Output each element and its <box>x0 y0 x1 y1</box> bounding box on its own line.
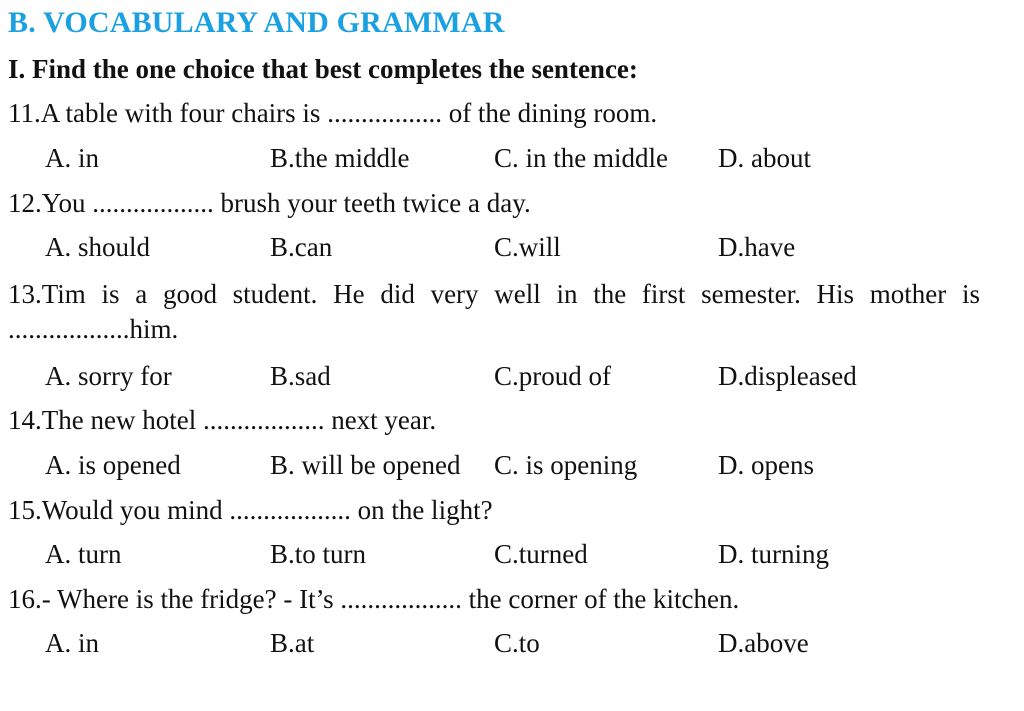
q12-option-b[interactable]: B.can <box>270 232 333 262</box>
q12-option-d[interactable]: D.have <box>718 232 796 262</box>
question-15: 15.Would you mind .................. on the light? <box>8 495 493 525</box>
q16-option-b[interactable]: B.at <box>270 628 315 658</box>
q13-option-d[interactable]: D.displeased <box>718 361 857 391</box>
q16-option-d[interactable]: D.above <box>718 628 809 658</box>
question-16: 16.- Where is the fridge? - It’s .................. the corner of the kitchen. <box>8 584 740 614</box>
question-13-line-1: 13.Tim is a good student. He did very well in the first semester. His mother is <box>8 279 980 309</box>
q13-option-c[interactable]: C.proud of <box>494 361 611 391</box>
q15-option-c[interactable]: C.turned <box>494 539 588 569</box>
q11-option-a[interactable]: A. in <box>45 143 99 173</box>
q14-option-d[interactable]: D. opens <box>718 450 814 480</box>
q13-option-a[interactable]: A. sorry for <box>45 361 172 391</box>
q11-option-c[interactable]: C. in the middle <box>494 143 668 173</box>
q15-option-d[interactable]: D. turning <box>718 539 829 569</box>
q16-option-c[interactable]: C.to <box>494 628 540 658</box>
part-title: I. Find the one choice that best completes the sentence: <box>8 54 638 84</box>
question-13-line-2: ..................him. <box>8 314 179 344</box>
q16-option-a[interactable]: A. in <box>45 628 99 658</box>
q15-option-b[interactable]: B.to turn <box>270 539 367 569</box>
q14-option-a[interactable]: A. is opened <box>45 450 181 480</box>
question-14: 14.The new hotel .................. next year. <box>8 405 437 435</box>
question-12: 12.You .................. brush your teeth twice a day. <box>8 188 531 218</box>
q14-option-c[interactable]: C. is opening <box>494 450 638 480</box>
q12-option-c[interactable]: C.will <box>494 232 561 262</box>
q11-option-b[interactable]: B.the middle <box>270 143 410 173</box>
q12-option-a[interactable]: A. should <box>45 232 151 262</box>
q11-option-d[interactable]: D. about <box>718 143 811 173</box>
q15-option-a[interactable]: A. turn <box>45 539 122 569</box>
q14-option-b[interactable]: B. will be opened <box>270 450 461 480</box>
question-11: 11.A table with four chairs is ................. of the dining room. <box>8 98 658 128</box>
q13-option-b[interactable]: B.sad <box>270 361 331 391</box>
section-title: B. VOCABULARY AND GRAMMAR <box>8 6 505 39</box>
